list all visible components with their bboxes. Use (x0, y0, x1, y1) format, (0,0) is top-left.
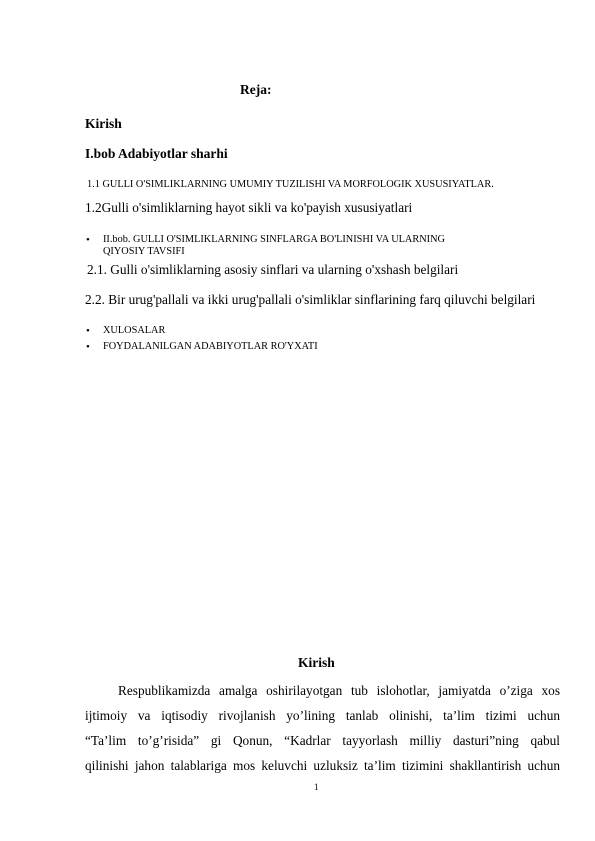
toc-title: Reja: (240, 82, 272, 97)
intro-paragraph-line: qilinishi jahon talablariga mos keluvchi uzluksiz ta’lim tizimini shakllantirish uchun (85, 758, 560, 773)
toc-item-section-1-2: 1.2Gulli o'simliklarning hayot sikli va ko'payish xususiyatlari (85, 200, 413, 215)
intro-paragraph-line: “Ta’lim to’g’risida” gi Qonun, “Kadrlar tayyorlash milliy dasturi”ning qabul (85, 733, 560, 748)
toc-item-section-1-1: 1.1 GULLI O'SIMLIKLARNING UMUMIY TUZILISHI VA MORFOLOGIK XUSUSIYATLAR. (87, 179, 494, 190)
page-number: 1 (314, 782, 319, 792)
bullet-icon: • (86, 325, 90, 337)
toc-item-chapter-2-line-2: QIYOSIY TAVSIFI (103, 246, 185, 257)
bullet-icon: • (86, 234, 90, 246)
toc-item-section-2-2: 2.2. Bir urug'pallali va ikki urug'pallali o'simliklar sinflarining farq qiluvchi belgilari (85, 292, 536, 307)
toc-item-references: FOYDALANILGAN ADABIYOTLAR RO'YXATI (103, 341, 318, 352)
intro-heading: Kirish (298, 655, 335, 670)
bullet-icon: • (86, 341, 90, 353)
toc-item-chapter-1: I.bob Adabiyotlar sharhi (85, 146, 228, 161)
toc-item-section-2-1: 2.1. Gulli o'simliklarning asosiy sinflari va ularning o'xshash belgilari (87, 262, 459, 277)
toc-item-conclusions: XULOSALAR (103, 325, 166, 336)
toc-item-chapter-2-line-1: II.bob. GULLI O'SIMLIKLARNING SINFLARGA BO'LINISHI VA ULARNING (103, 234, 445, 245)
intro-paragraph-line: Respublikamizda amalga oshirilayotgan tub islohotlar, jamiyatda o’ziga xos (118, 683, 560, 698)
toc-item-chapter-2 (103, 234, 445, 258)
toc-item-kirish: Kirish (85, 116, 122, 131)
intro-paragraph-line: ijtimoiy va iqtisodiy rivojlanish yo’lining tanlab olinishi, ta’lim tizimi uchun (85, 708, 560, 723)
